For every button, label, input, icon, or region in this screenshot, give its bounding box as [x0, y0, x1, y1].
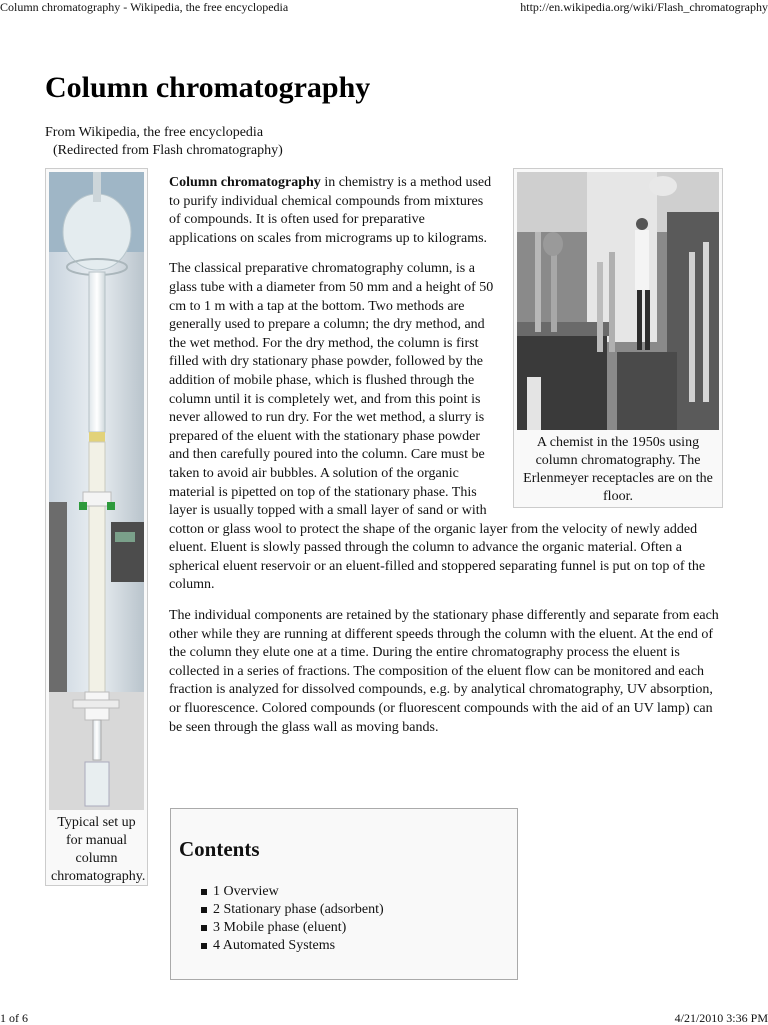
column-setup-photo — [49, 172, 144, 810]
intro-bold-term: Column chromatography — [169, 175, 321, 190]
paragraph-3: The individual components are retained by the stationary phase differently and separate from each other while they are running at different speeds through the column with the eluent. At the end of the column they elute one at a time. During the entire chromatography process the eluent is collected in a series of fractions. The composition of the eluent flow can be monitored and each fraction is analyzed for dissolved compounds, e.g. by analytical chromatography, UV absorption, or fluorescence. Colored compounds (or fluorescent compounds with the aid of an UV lamp) can be seen through the glass wall as moving bands. — [169, 608, 719, 735]
redirect-notice — [53, 142, 283, 159]
toc-item-automated-systems[interactable]: 4 Automated Systems — [201, 937, 509, 955]
toc-item-overview[interactable]: 1 Overview — [201, 883, 509, 901]
paragraph-2: The classical preparative chromatography column, is a glass tube with a diameter from 50 mm and a height of 50 cm to 1 m with a tap at the bottom. Two methods are generally used to prepare a column; the dry method, and the wet method. For the dry method, the column is first filled with dry stationary phase powder, followed by the addition of mobile phase, which is flushed through the column until it is completely wet, and from this point is never allowed to run dry. For the wet method, a slurry is prepared of the eluent with the stationary phase powder and then carefully poured into the column. Care must be taken to avoid air bubbles. A solution of the organic material is pipetted on top of the stationary phase. This layer is usually topped with a small layer of sand or with cotton or glass wool to protect the shape of the organic layer from the velocity of newly added eluent. Eluent is slowly passed through the column to advance the organic material. Often a spherical eluent reservoir or an eluent-filled and stoppered separating funnel is put on top of the column. — [169, 261, 706, 593]
print-footer-timestamp: 4/21/2010 3:36 PM — [674, 1011, 768, 1025]
page-title: Column chromatography — [45, 71, 371, 104]
redirect-text: (Redirected from Flash chromatography) — [53, 143, 283, 158]
print-header-url: http://en.wikipedia.org/wiki/Flash_chromatography — [520, 0, 768, 14]
toc-list — [201, 883, 509, 955]
float-spacer — [494, 174, 724, 519]
site-tagline: From Wikipedia, the free encyclopedia — [45, 125, 264, 140]
print-footer-page: 1 of 6 — [0, 1011, 28, 1025]
intro-text: in chemistry is a method used to purify individual chemical compounds from mixtures of compounds. It is often used for preparative applications on scales from micrograms up to kilograms. — [169, 175, 492, 246]
table-of-contents — [170, 808, 518, 980]
print-header-title: Column chromatography - Wikipedia, the free encyclopedia — [0, 0, 289, 14]
figure-caption-left: Typical set up for manual column chromatography. — [51, 815, 146, 884]
toc-item-mobile-phase[interactable]: 3 Mobile phase (eluent) — [201, 919, 509, 937]
toc-item-stationary-phase[interactable]: 2 Stationary phase (adsorbent) — [201, 901, 509, 919]
figure-caption-right: A chemist in the 1950s using column chromatography. The Erlenmeyer receptacles are on the floor. — [523, 435, 713, 504]
article-body — [169, 174, 724, 749]
thumbnail-column-setup — [45, 168, 148, 886]
toc-title: Contents — [179, 837, 260, 861]
